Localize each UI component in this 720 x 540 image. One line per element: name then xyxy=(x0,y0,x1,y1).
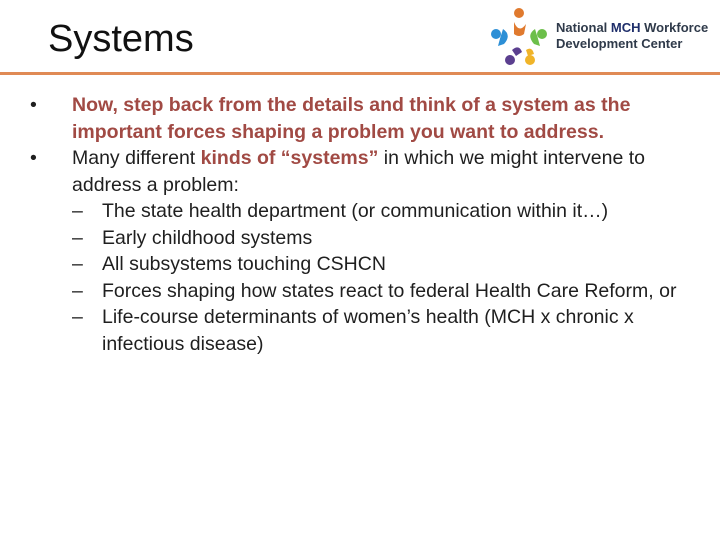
sub-bullet-text: Early childhood systems xyxy=(102,226,313,249)
bullet-2-before: Many different xyxy=(72,147,201,169)
bullet-1-text: Now, step back from the details and think of a system as the important forces shaping a problem you want to address. xyxy=(72,94,631,143)
sub-bullet-text: The state health department (or communication within it…) xyxy=(102,200,609,222)
sub-bullet-text: Life-course determinants of women’s health (MCH x chronic x infectious disease) xyxy=(102,306,634,355)
sub-bullet-marker: – xyxy=(72,253,83,275)
sub-bullet-marker: – xyxy=(72,200,83,222)
logo-line2: Development Center xyxy=(556,36,683,51)
bullet-2 xyxy=(30,145,700,198)
slide-title: Systems xyxy=(48,18,194,60)
sub-bullet-2 xyxy=(30,225,700,252)
slide-content xyxy=(30,92,700,357)
bullet-marker: • xyxy=(30,94,37,116)
sub-bullet-5 xyxy=(30,304,700,357)
title-divider xyxy=(0,72,720,75)
bullet-marker: • xyxy=(30,147,37,169)
sub-bullet-1 xyxy=(30,198,700,225)
logo-line1: National MCH Workforce xyxy=(556,20,709,35)
sub-bullet-text: Forces shaping how states react to federal Health Care Reform, or xyxy=(102,279,677,302)
sub-bullet-marker: – xyxy=(72,226,83,249)
bullet-2-highlight: kinds of “systems” xyxy=(200,147,379,169)
logo-people-icon xyxy=(486,4,552,70)
logo xyxy=(486,4,716,70)
sub-bullet-3 xyxy=(30,251,700,278)
sub-bullet-4 xyxy=(30,278,700,305)
bullet-1 xyxy=(30,92,700,145)
sub-bullet-marker: – xyxy=(72,279,83,302)
bullet-2-after: in which we might intervene to address a problem: xyxy=(72,147,646,196)
sub-bullet-marker: – xyxy=(72,306,83,328)
sub-bullet-text: All subsystems touching CSHCN xyxy=(102,253,386,275)
